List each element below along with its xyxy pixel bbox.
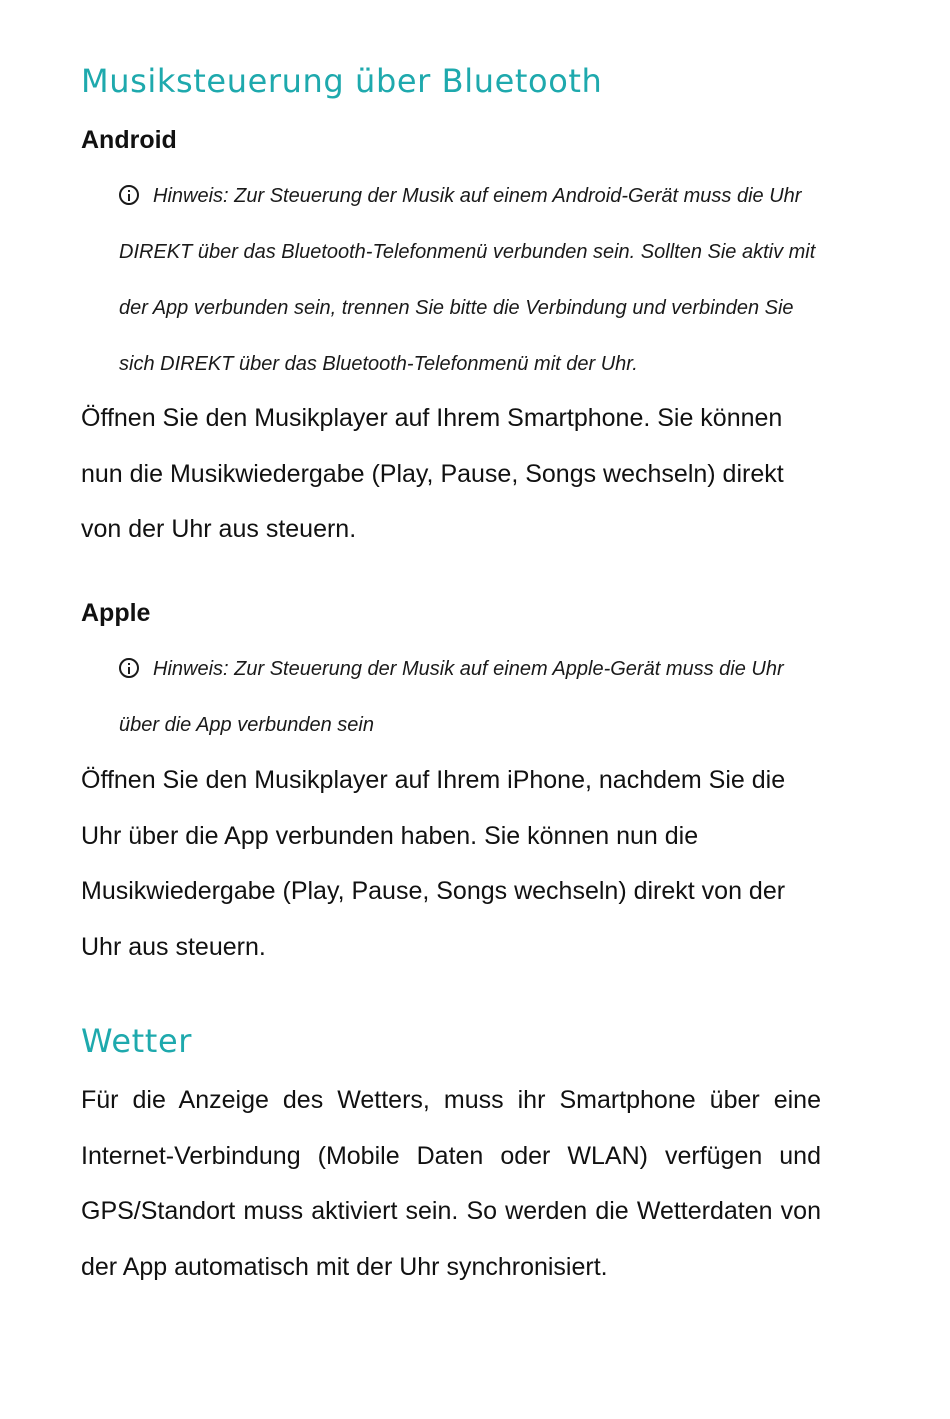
- weather-body-text: Für die Anzeige des Wetters, muss ihr Smartphone über eine Internet-Verbindung (Mobile Daten oder WLAN) verfügen und GPS/Standort muss aktiviert sein. So werden die Wetterdaten von der App automatisch mit der Uhr synchronisiert.: [81, 1086, 821, 1282]
- apple-note-text: Hinweis: Zur Steuerung der Musik auf einem Apple-Gerät muss die Uhr über die App verbunden sein: [119, 658, 784, 736]
- info-circle-icon: [119, 185, 139, 205]
- section-title-music: Musiksteuerung über Bluetooth: [81, 62, 603, 100]
- subheading-apple: Apple: [81, 599, 151, 627]
- subheading-android: Android: [81, 126, 177, 154]
- section-title-weather: Wetter: [81, 1022, 192, 1060]
- android-note: [119, 168, 829, 392]
- android-note-text: Hinweis: Zur Steuerung der Musik auf einem Android-Gerät muss die Uhr DIREKT über das Bluetooth-Telefonmenü verbunden sein. Sollten Sie aktiv mit der App verbunden sein, trennen Sie bitte die Verbindung und verbinden Sie sich DIREKT über das Bluetooth-Telefonmenü mit der Uhr.: [119, 185, 816, 375]
- apple-body-text: Öffnen Sie den Musikplayer auf Ihrem iPhone, nachdem Sie die Uhr über die App verbunden haben. Sie können nun die Musikwiedergabe (Play, Pause, Songs wechseln) direkt von der Uhr aus steuern.: [81, 766, 786, 962]
- apple-note: [119, 641, 829, 753]
- info-circle-icon: [119, 658, 139, 678]
- android-body-text: Öffnen Sie den Musikplayer auf Ihrem Smartphone. Sie können nun die Musikwiedergabe (Play, Pause, Songs wechseln) direkt von der Uhr aus steuern.: [81, 404, 784, 544]
